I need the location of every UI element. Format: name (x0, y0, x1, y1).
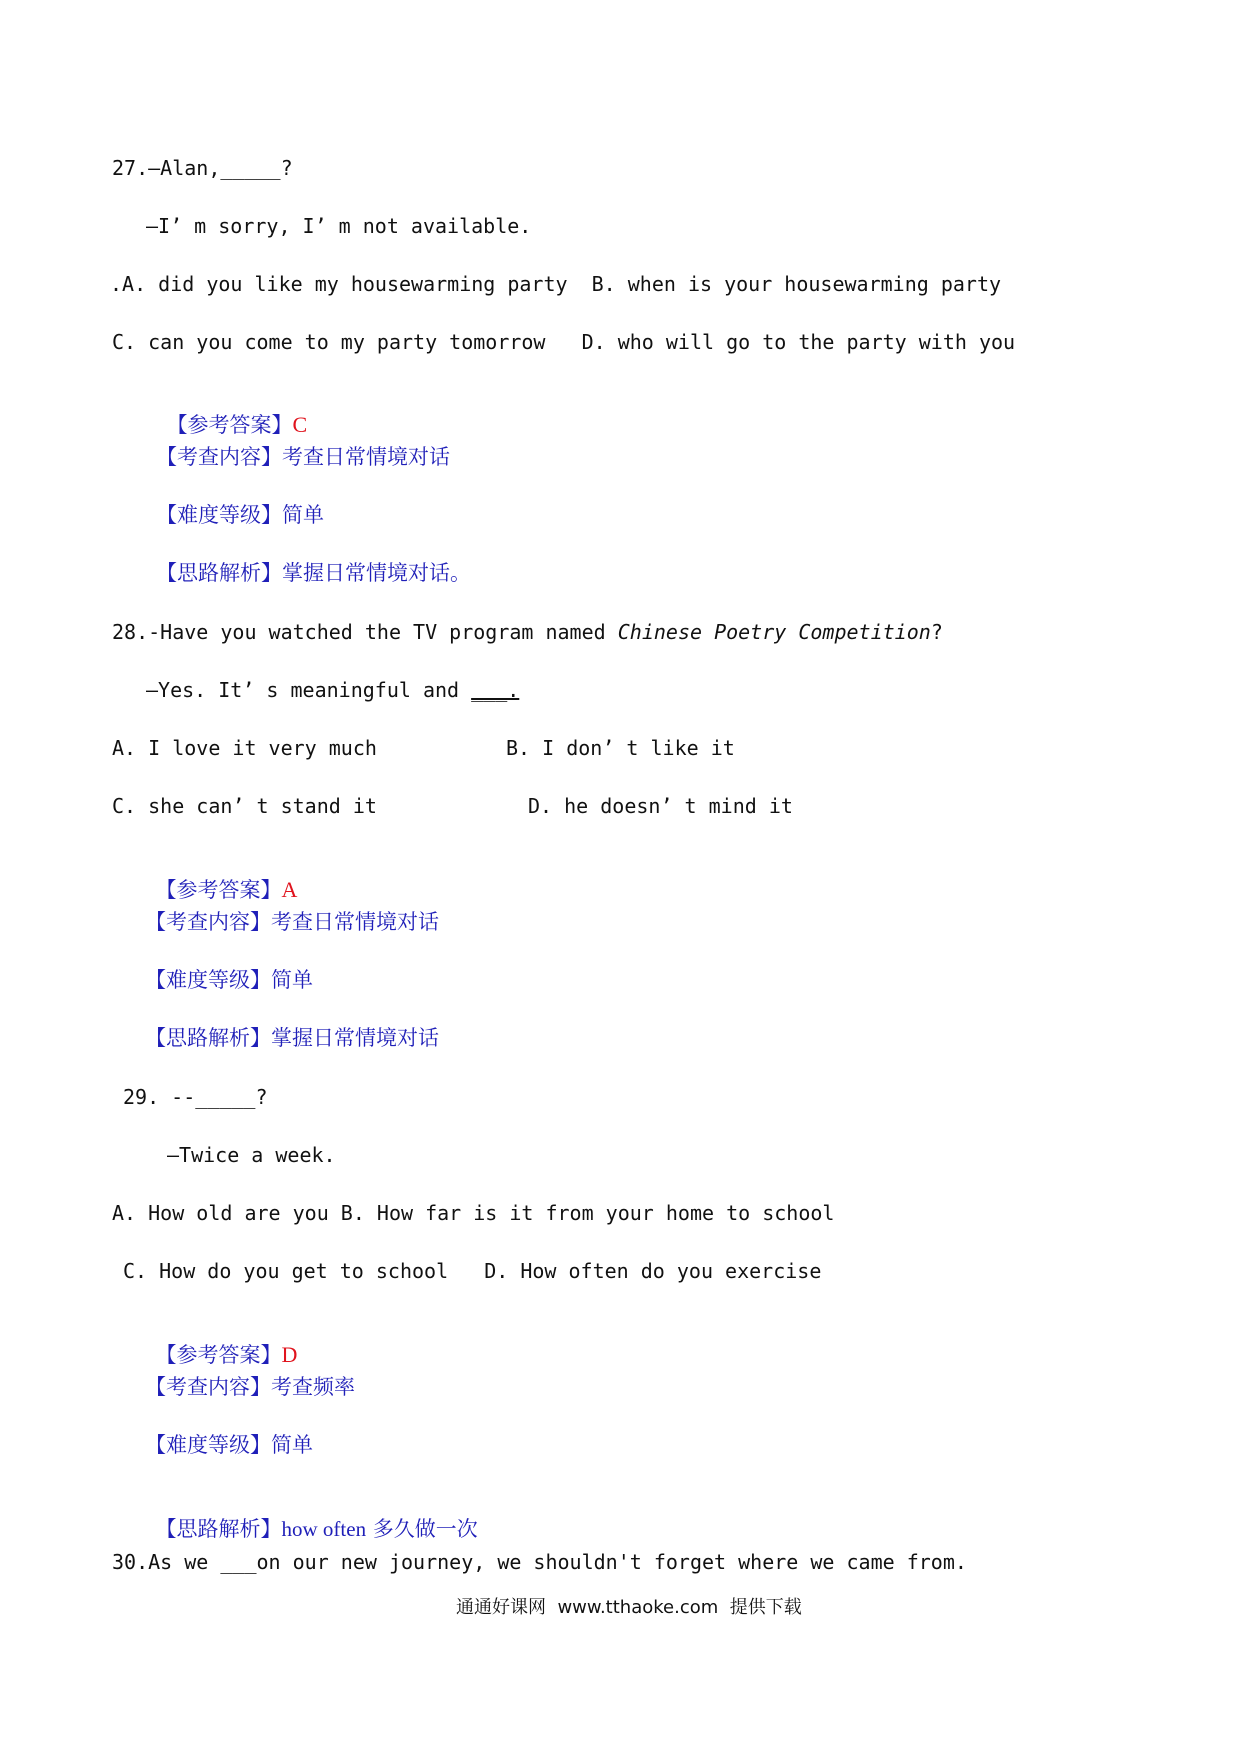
analysis-label: 【思路解析】 (155, 1517, 282, 1541)
q28-stem-suffix: ? (930, 620, 943, 644)
q29-options-row-2: C. How do you get to school D. How often do you exercise (123, 1259, 822, 1283)
analysis-chinese: 多久做一次 (366, 1517, 478, 1541)
q28-difficulty: 【难度等级】简单 (145, 968, 313, 992)
q28-reply-text: —Yes. It’ s meaningful and (146, 678, 472, 702)
q27-difficulty: 【难度等级】简单 (156, 503, 324, 527)
q28-stem-prefix: 28.-Have you watched the TV program named (112, 620, 618, 644)
page-footer: 通通好课网 www.tthaoke.com 提供下载 (456, 1597, 802, 1618)
q28-answer (145, 851, 297, 903)
q28-option-c: C. she can’ t stand it (112, 794, 377, 818)
q27-stem: 27.—Alan,_____? (112, 156, 293, 180)
q28-stem (112, 619, 943, 645)
answer-value: A (281, 877, 298, 902)
q28-reply (146, 677, 519, 703)
q27-answer (156, 386, 307, 438)
q27-analysis: 【思路解析】掌握日常情境对话。 (156, 561, 471, 585)
q28-option-d: D. he doesn’ t mind it (528, 794, 793, 818)
analysis-english: how often (281, 1517, 367, 1541)
q28-analysis: 【思路解析】掌握日常情境对话 (145, 1026, 439, 1050)
answer-label: 【参考答案】 (155, 1343, 282, 1367)
answer-label: 【参考答案】 (166, 413, 293, 437)
answer-label: 【参考答案】 (155, 878, 282, 902)
q28-reply-blank: ___. (471, 678, 520, 702)
q29-content: 【考查内容】考查频率 (145, 1375, 355, 1399)
q28-stem-title: Chinese Poetry Competition (617, 620, 931, 644)
q29-analysis (145, 1490, 478, 1542)
q28-option-a: A. I love it very much (112, 736, 377, 760)
q30-stem: 30.As we ___on our new journey, we shouldn't forget where we came from. (112, 1550, 967, 1574)
q29-difficulty: 【难度等级】简单 (145, 1433, 313, 1457)
q28-option-b: B. I don’ t like it (506, 736, 735, 760)
q28-content: 【考查内容】考查日常情境对话 (145, 910, 439, 934)
q29-reply: —Twice a week. (167, 1143, 336, 1167)
answer-value: D (281, 1342, 298, 1367)
q29-options-row-1: A. How old are you B. How far is it from your home to school (112, 1201, 835, 1225)
q29-stem: 29. --_____? (123, 1085, 268, 1109)
q27-content: 【考查内容】考查日常情境对话 (156, 445, 450, 469)
q27-options-row-1: .A. did you like my housewarming party B. when is your housewarming party (110, 272, 1002, 296)
q27-options-row-2: C. can you come to my party tomorrow D. who will go to the party with you (112, 330, 1016, 354)
q29-answer (145, 1316, 297, 1368)
answer-value: C (292, 412, 308, 437)
q27-reply: —I’ m sorry, I’ m not available. (146, 214, 532, 238)
